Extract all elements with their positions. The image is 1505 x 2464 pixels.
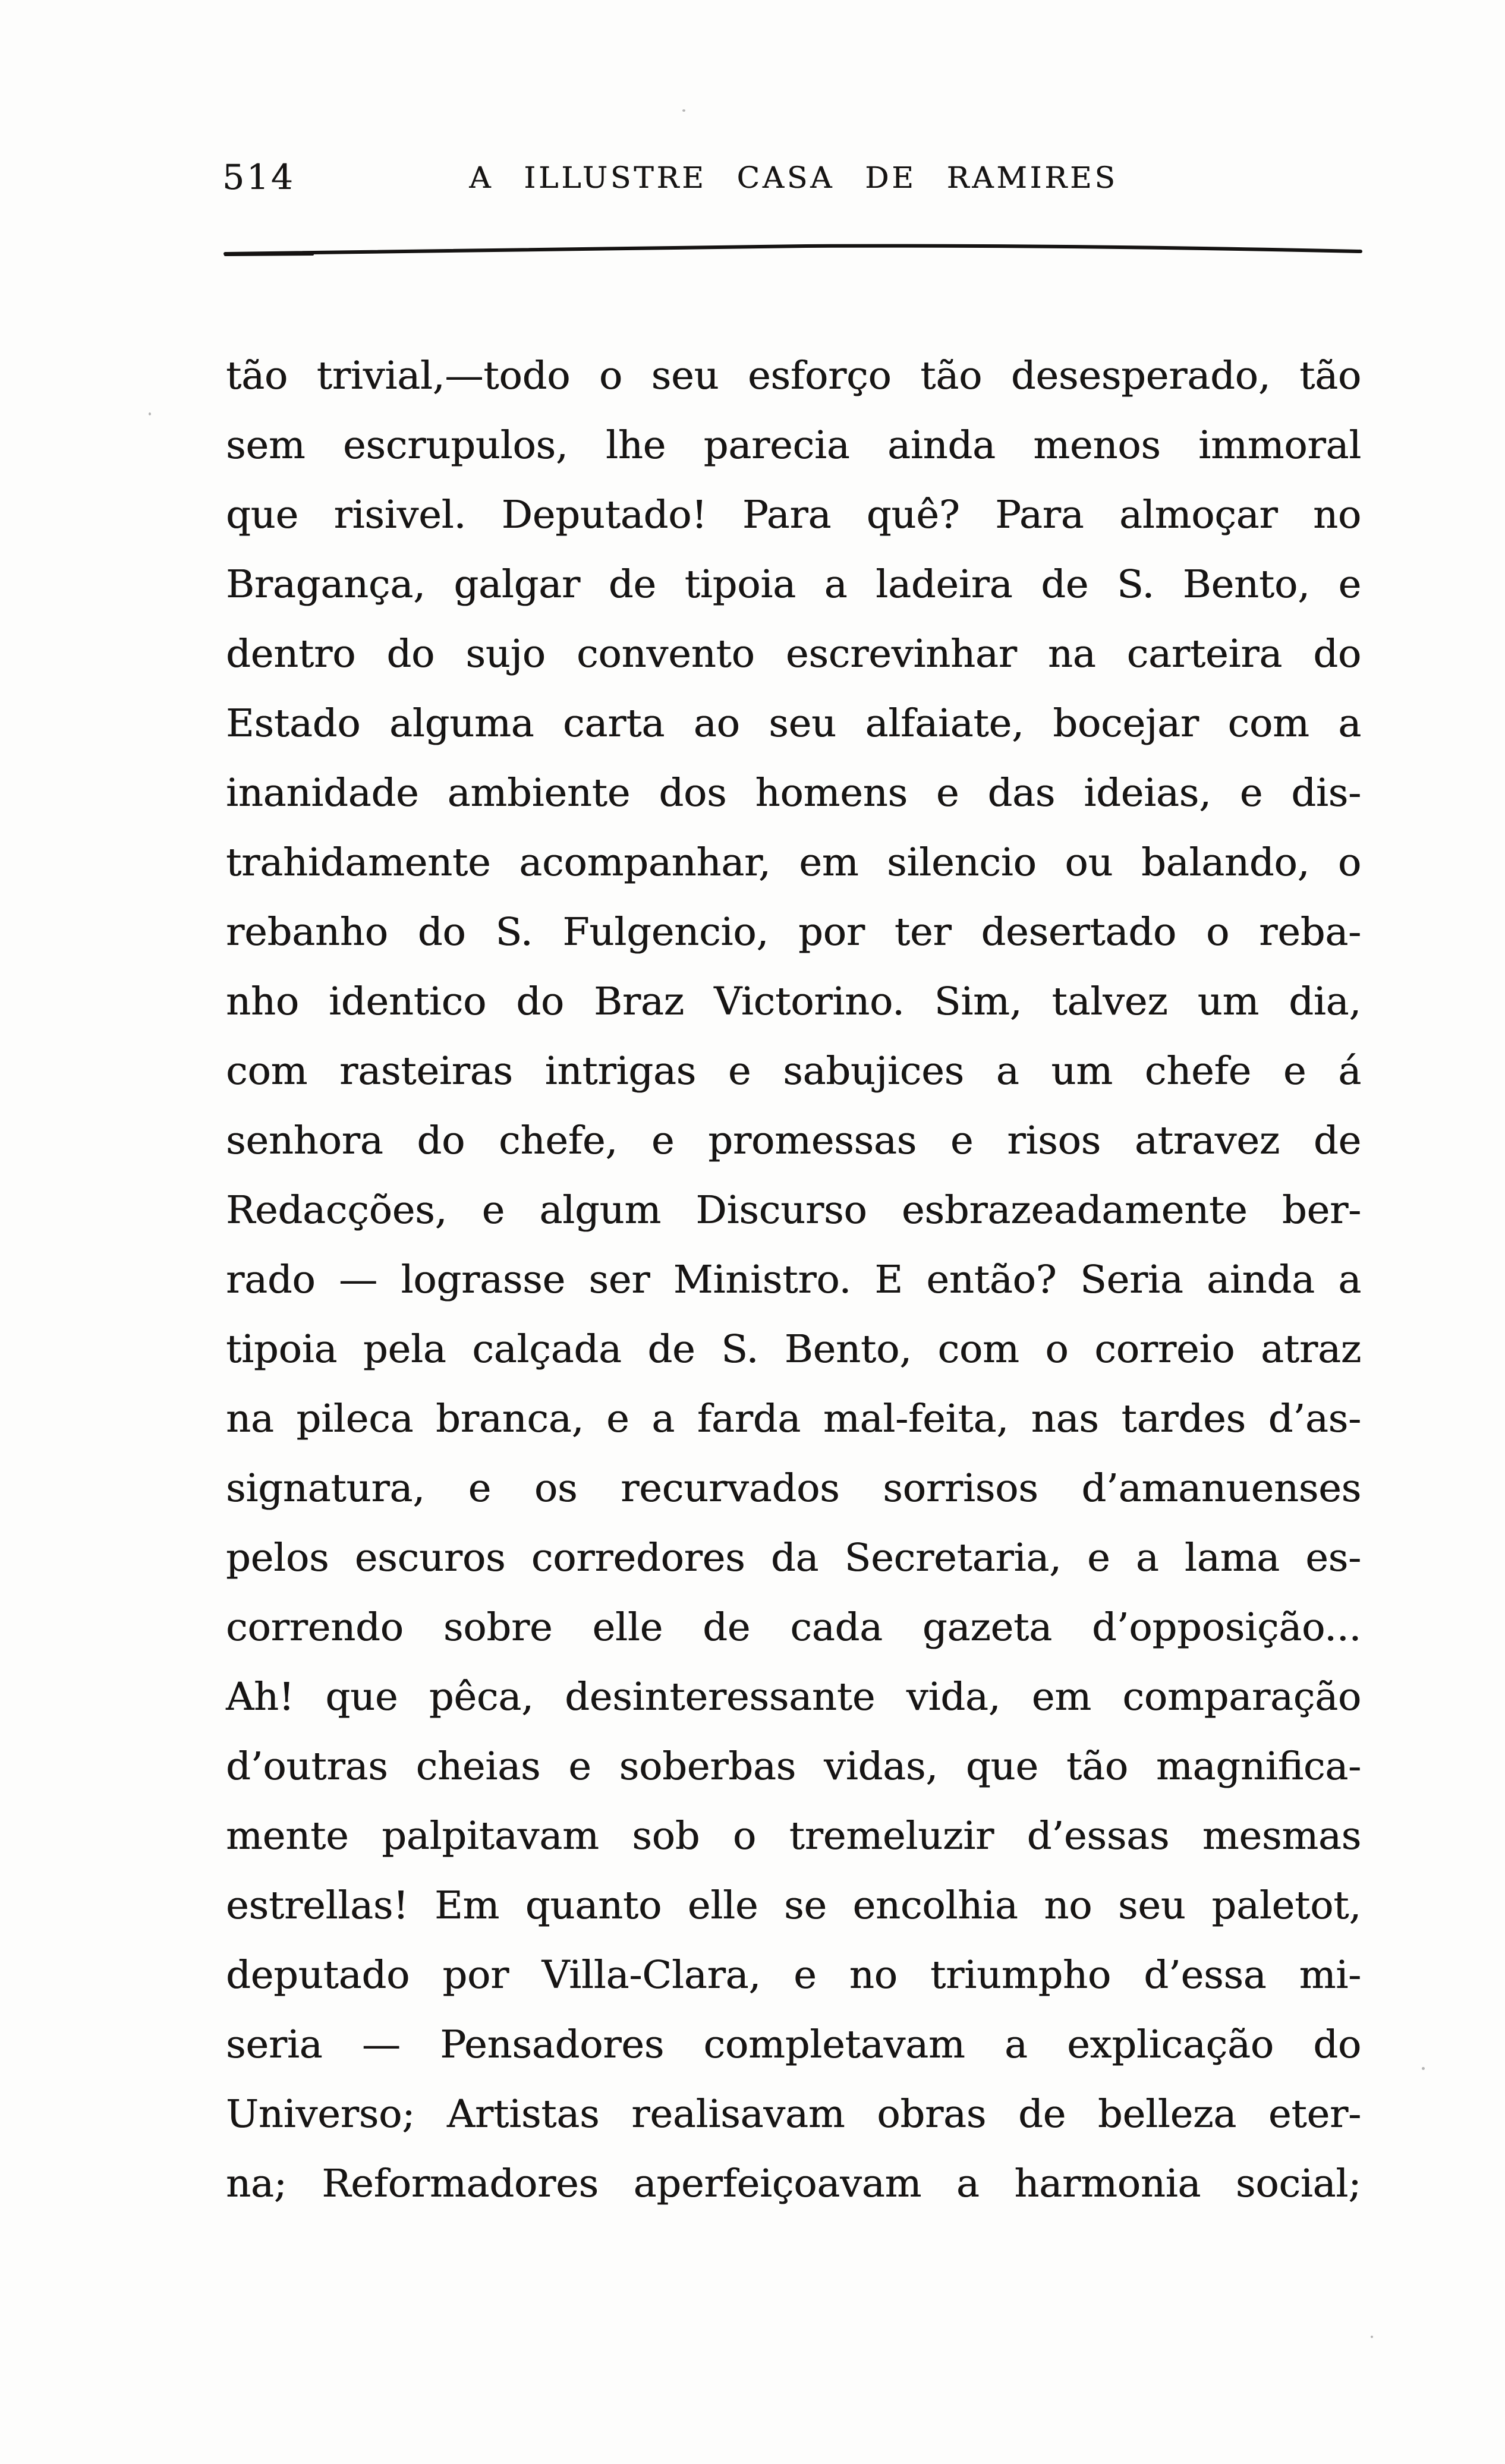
text-line: dentro do sujo convento escrevinhar na carteira do xyxy=(226,632,1361,676)
text-line: que risivel. Deputado! Para quê? Para almoçar no xyxy=(226,493,1361,537)
text-line: Ah! que pêca, desinteressante vida, em comparação xyxy=(226,1675,1361,1719)
scan-speck xyxy=(682,109,685,112)
text-line: tipoia pela calçada de S. Bento, com o correio atraz xyxy=(226,1327,1361,1372)
text-line: na; Reformadores aperfeiçoavam a harmonia social; xyxy=(226,2161,1361,2206)
text-line: com rasteiras intrigas e sabujices a um chefe e á xyxy=(226,1049,1361,1094)
text-line: Redacções, e algum Discurso esbrazeadamente ber- xyxy=(226,1188,1361,1233)
text-line: mente palpitavam sob o tremeluzir d’essas mesmas xyxy=(226,1814,1361,1858)
text-line: na pileca branca, e a farda mal-feita, nas tardes d’as- xyxy=(226,1397,1361,1441)
text-line: seria — Pensadores completavam a explicação do xyxy=(226,2022,1361,2067)
scan-speck xyxy=(1422,2067,1425,2070)
text-line: rebanho do S. Fulgencio, por ter desertado o reba- xyxy=(226,910,1361,954)
scan-speck xyxy=(149,412,151,415)
header-rule xyxy=(223,242,1362,258)
text-line: nho identico do Braz Victorino. Sim, talvez um dia, xyxy=(226,979,1361,1024)
text-line: estrellas! Em quanto elle se encolhia no seu paletot, xyxy=(226,1883,1361,1928)
text-line: Estado alguma carta ao seu alfaiate, bocejar com a xyxy=(226,701,1361,746)
page-body xyxy=(226,341,1361,2219)
text-line: senhora do chefe, e promessas e risos atravez de xyxy=(226,1118,1361,1163)
text-line: Universo; Artistas realisavam obras de belleza eter- xyxy=(226,2092,1361,2137)
running-title: A ILLUSTRE CASA DE RAMIRES xyxy=(469,160,1118,195)
page-number: 514 xyxy=(222,157,295,197)
text-line: tão trivial,—todo o seu esforço tão desesperado, tão xyxy=(226,354,1361,398)
scan-speck xyxy=(1371,2336,1373,2338)
text-line: pelos escuros corredores da Secretaria, e a lama es- xyxy=(226,1536,1361,1580)
text-line: trahidamente acompanhar, em silencio ou balando, o xyxy=(226,840,1361,885)
text-line: signatura, e os recurvados sorrisos d’amanuenses xyxy=(226,1466,1361,1511)
text-line: Bragança, galgar de tipoia a ladeira de S. Bento, e xyxy=(226,562,1361,607)
text-line: d’outras cheias e soberbas vidas, que tão magnifica- xyxy=(226,1744,1361,1789)
page-header xyxy=(222,153,1361,207)
text-line: sem escrupulos, lhe parecia ainda menos immoral xyxy=(226,423,1361,468)
text-line: rado — lograsse ser Ministro. E então? Seria ainda a xyxy=(226,1258,1361,1302)
text-line: inanidade ambiente dos homens e das ideias, e dis- xyxy=(226,771,1361,815)
text-line: correndo sobre elle de cada gazeta d’opposição... xyxy=(226,1605,1361,1650)
text-line: deputado por Villa-Clara, e no triumpho d’essa mi- xyxy=(226,1953,1361,1997)
